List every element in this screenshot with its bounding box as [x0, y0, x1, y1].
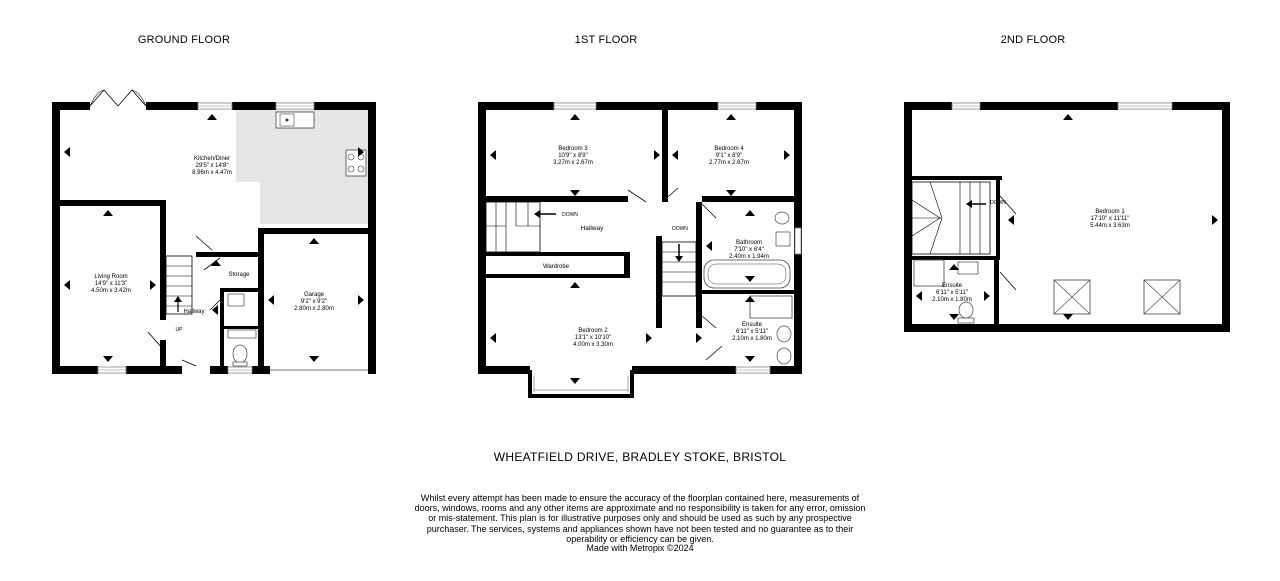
bedroom4-metric: 2.77m x 2.67m [709, 160, 749, 166]
bathroom-label: Bathroom [735, 240, 763, 246]
bedroom2-imperial: 13'1" x 10'10" [574, 335, 612, 341]
living-room-label: Living Room [94, 274, 128, 280]
bedroom1-metric: 5.44m x 3.63m [1090, 223, 1130, 229]
wardrobe-label: Wardrobe [542, 264, 570, 270]
living-room-metric: 4.50m x 3.42m [91, 288, 131, 294]
first-floor-plan [478, 102, 802, 396]
kitchen-metric: 8.96m x 4.47m [192, 170, 232, 176]
ensuite1-imperial: 6'11" x 5'11" [735, 329, 769, 335]
living-room-imperial: 14'9" x 11'3" [94, 281, 128, 287]
ground-floor-plan [52, 90, 376, 374]
bathroom-metric: 2.40m x 1.94m [729, 254, 769, 260]
kitchen-imperial: 29'5" x 14'8" [195, 163, 229, 169]
bedroom4-label: Bedroom 4 [714, 146, 744, 152]
property-address: WHEATFIELD DRIVE, BRADLEY STOKE, BRISTOL [493, 450, 787, 464]
stairs-down-label-second: DOWN [990, 200, 1006, 206]
bedroom2-metric: 4.00m x 3.30m [573, 342, 613, 348]
first-floor-title: 1ST FLOOR [574, 34, 638, 46]
garage-label: Garage [303, 292, 325, 298]
disclaimer-text: Whilst every attempt has been made to ensure the accuracy of the floorplan contained here, measurements of doors, windows, rooms and any other items are approximate and no responsibility is taken for any error, omission or mis-statement. This plan is for illustrative purposes only and should be used as such by any prospective purchaser. The services, systems and appliances shown have not been tested and no guarantee as to their operability or efficiency can be given. [414, 493, 866, 544]
stairs-down-label-first: DOWN [562, 212, 578, 218]
first-hallway-label: Hallway [580, 225, 604, 232]
ensuite1-label: Ensuite [741, 322, 763, 328]
ground-hallway-label: Hallway [183, 309, 205, 315]
bedroom4-imperial: 9'1" x 8'9" [715, 153, 743, 159]
stairs-down-label-landing: DOWN [672, 226, 688, 232]
bedroom3-metric: 3.27m x 2.67m [553, 160, 593, 166]
kitchen-label: Kitchen/Diner [193, 156, 231, 162]
metropix-credit: Made with Metropix ©2024 [586, 543, 694, 553]
stairs-up-label: UP [175, 327, 183, 333]
ground-floor-title: GROUND FLOOR [137, 34, 231, 46]
bedroom1-label: Bedroom 1 [1095, 209, 1125, 215]
bedroom2-label: Bedroom 2 [578, 328, 608, 334]
bedroom1-imperial: 17'10" x 11'11" [1090, 216, 1130, 222]
ensuite2-metric: 2.10m x 1.80m [932, 297, 972, 303]
second-floor-plan [904, 102, 1230, 332]
garage-imperial: 9'2" x 9'2" [300, 299, 328, 305]
garage-metric: 2.80m x 2.80m [294, 306, 334, 312]
bedroom3-imperial: 10'9" x 8'9" [558, 153, 588, 159]
ensuite2-imperial: 6'11" x 5'11" [935, 290, 969, 296]
ensuite1-metric: 2.10m x 1.80m [732, 336, 772, 342]
second-floor-title: 2ND FLOOR [1000, 34, 1066, 46]
ensuite2-label: Ensuite [941, 283, 963, 289]
bedroom3-label: Bedroom 3 [558, 146, 588, 152]
storage-label: Storage [228, 272, 250, 278]
bathroom-imperial: 7'10" x 6'4" [734, 247, 764, 253]
